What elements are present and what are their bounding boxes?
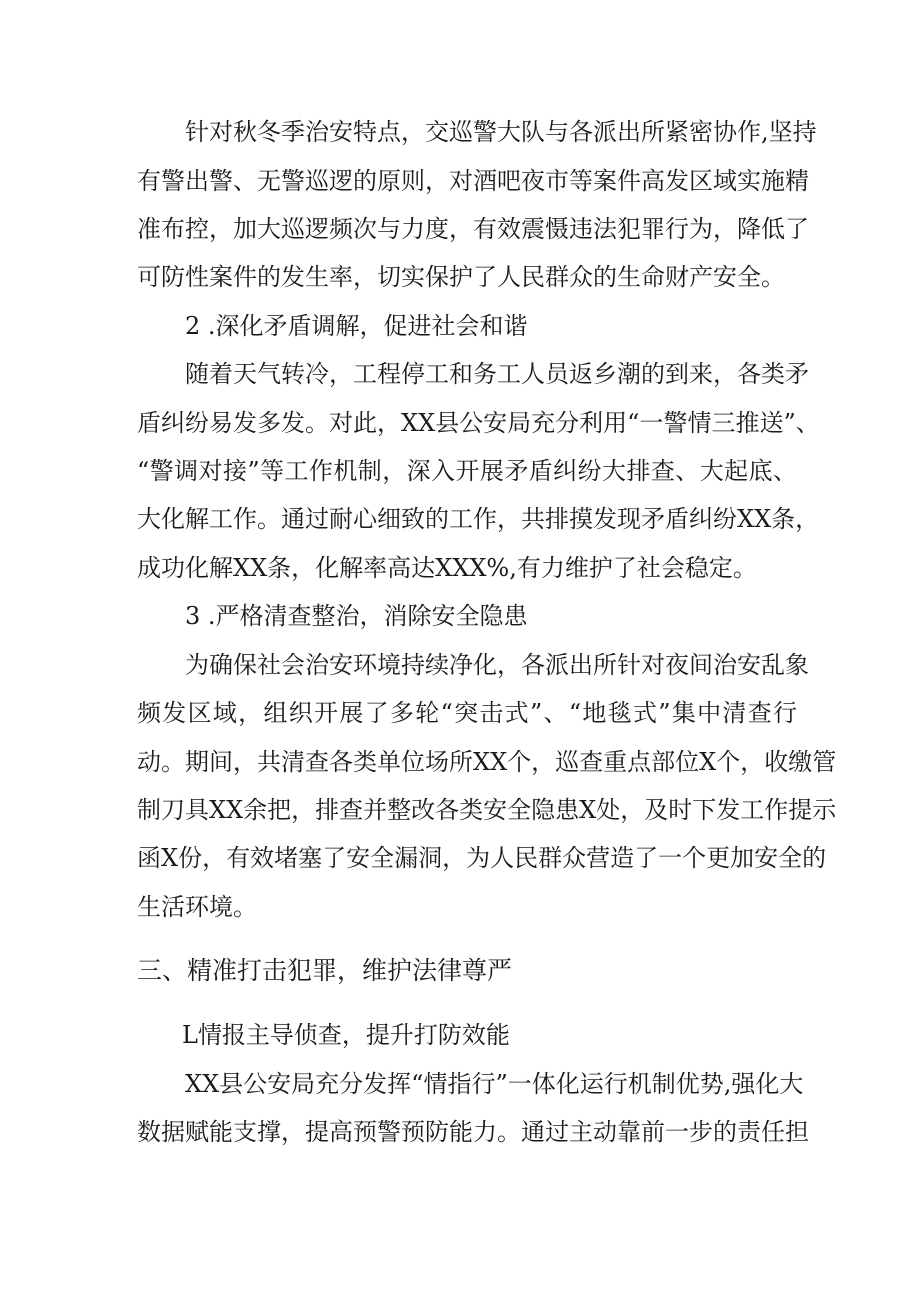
paragraph-1-line-2: 有警出警、无警巡逻的原则，对酒吧夜市等案件高发区域实施精 <box>137 167 809 195</box>
paragraph-1-line-3: 准布控，加大巡逻频次与力度，有效震慑违法犯罪行为，降低了 <box>137 215 809 243</box>
paragraph-3-line-2: 频发区域，组织开展了多轮“突击式”、“地毯式”集中清查行 <box>137 699 797 727</box>
paragraph-1-line-1: 针对秋冬季治安特点，交巡警大队与各派出所紧密协作,坚持 <box>185 118 817 146</box>
paragraph-3-line-4: 制刀具XX余把，排查并整改各类安全隐患X处，及时下发工作提示 <box>137 796 837 824</box>
paragraph-4-line-2: 数据赋能支撑，提高预警预防能力。通过主动靠前一步的责任担 <box>137 1118 809 1146</box>
paragraph-3-line-3: 动。期间，共清查各类单位场所XX个，巡查重点部位X个，收缴管 <box>137 748 837 776</box>
subheading-2: 2 .深化矛盾调解，促进社会和谐 <box>185 312 528 340</box>
paragraph-2-line-1: 随着天气转冷，工程停工和务工人员返乡潮的到来，各类矛 <box>185 360 809 388</box>
paragraph-3-line-5: 函X份，有效堵塞了安全漏洞，为人民群众营造了一个更加安全的 <box>137 844 827 872</box>
subheading-3-1: L情报主导侦查，提升打防效能 <box>182 1021 510 1049</box>
paragraph-3-line-1: 为确保社会治安环境持续净化，各派出所针对夜间治安乱象 <box>185 651 809 679</box>
paragraph-3-line-6: 生活环境。 <box>137 893 257 921</box>
paragraph-2-line-2: 盾纠纷易发多发。对此，XX县公安局充分利用“一警情三推送”、 <box>137 409 820 437</box>
paragraph-2-line-3: “警调对接”等工作机制，深入开展矛盾纠纷大排查、大起底、 <box>137 457 797 485</box>
paragraph-1-line-4: 可防性案件的发生率，切实保护了人民群众的生命财产安全。 <box>137 263 785 291</box>
paragraph-2-line-4: 大化解工作。通过耐心细致的工作，共排摸发现矛盾纠纷XX条， <box>137 505 820 533</box>
subheading-3: 3 .严格清查整治，消除安全隐患 <box>185 602 528 630</box>
paragraph-4-line-1: XX县公安局充分发挥“情指行”一体化运行机制优势,强化大 <box>185 1070 804 1098</box>
paragraph-2-line-5: 成功化解XX条，化解率高达XXX%,有力维护了社会稳定。 <box>137 554 757 582</box>
section-heading-3: 三、精准打击犯罪，维护法律尊严 <box>137 956 513 985</box>
